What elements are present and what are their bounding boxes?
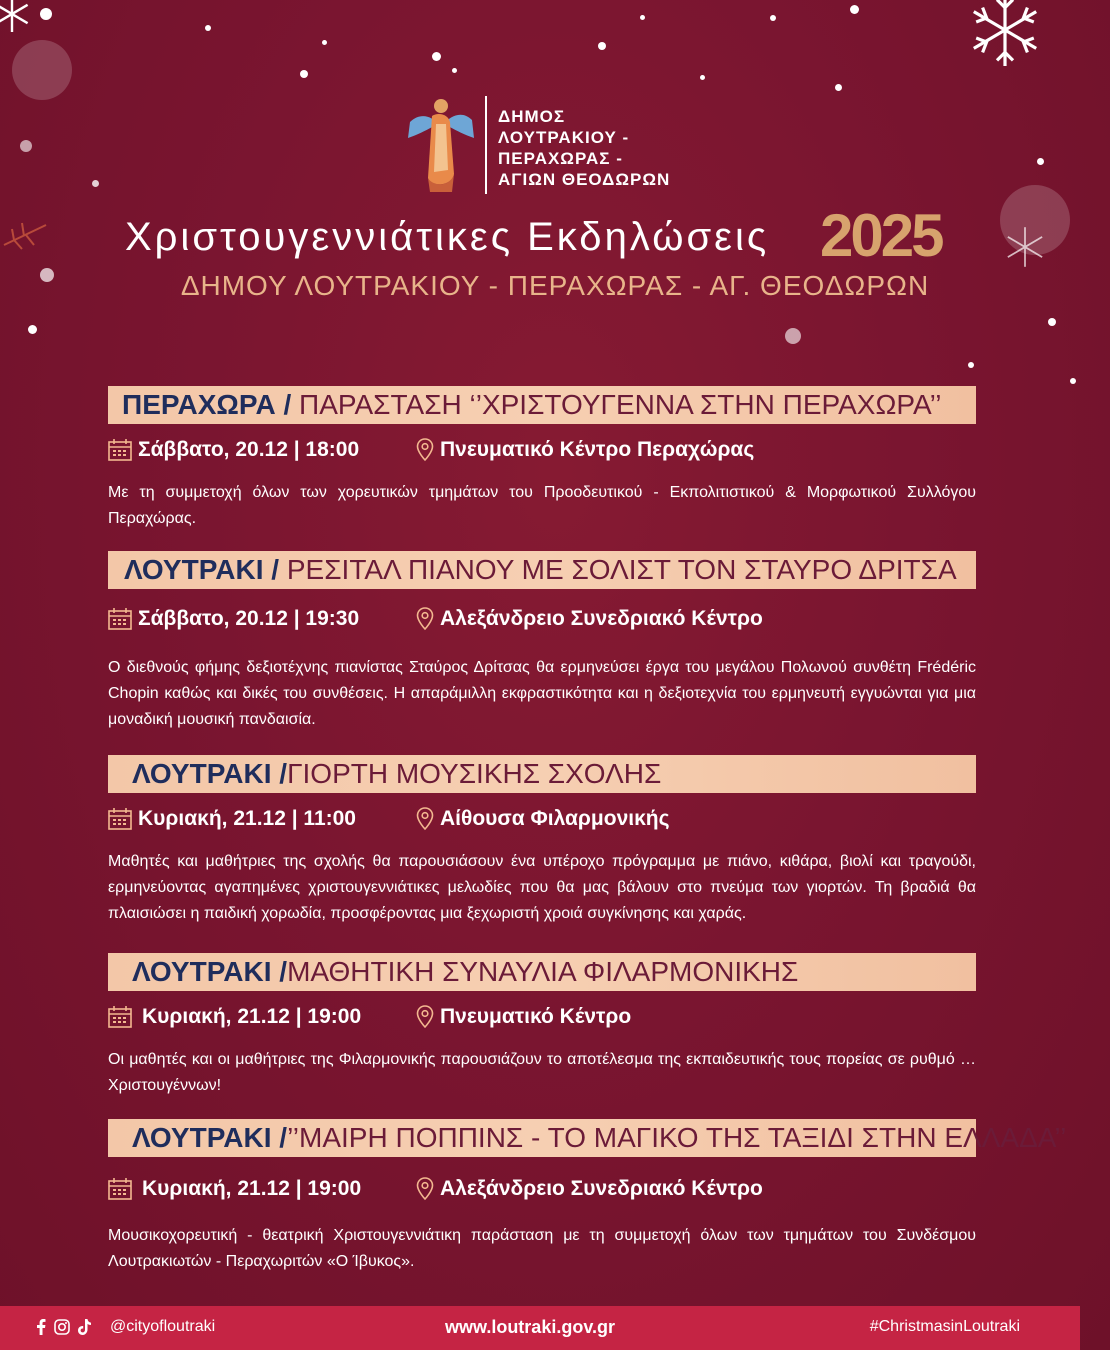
event-meta [108,807,976,837]
snowflake-icon [1003,225,1047,269]
event-datetime-text: Κυριακή, 21.12 | 11:00 [138,807,356,830]
social-handle[interactable]: @cityofloutraki [110,1318,216,1335]
calendar-icon [108,608,132,630]
event-city: ΛΟΥΤΡΑΚΙ [132,1122,272,1153]
event-slash: / [271,956,288,987]
footer-bar [0,1306,1080,1350]
event-city: ΛΟΥΤΡΑΚΙ [132,956,272,987]
logo-line: ΔΗΜΟΣ [498,107,566,126]
event-location [416,1005,631,1029]
snowflake-icon [950,0,1060,70]
event-banner [108,755,976,793]
event-card [108,1119,1067,1275]
angel-emblem-icon [402,94,478,194]
calendar-icon [108,1178,132,1200]
calendar-icon [108,439,132,461]
logo-text [498,106,670,190]
event-banner [108,551,976,589]
event-location-text: Πνευματικό Κέντρο Περαχώρας [440,438,755,461]
event-slash: / [275,389,300,420]
event-location [416,807,670,831]
event-location [416,438,754,462]
municipality-logo [400,92,700,202]
event-datetime [108,1005,361,1029]
event-slash: / [271,758,288,789]
event-meta [108,438,976,468]
website-link[interactable]: www.loutraki.gov.gr [444,1317,615,1337]
pine-branch-icon [2,215,48,255]
event-city: ΛΟΥΤΡΑΚΙ [132,758,272,789]
hashtag: #ChristmasinLoutraki [869,1318,1020,1335]
event-location [416,1177,763,1201]
event-datetime [108,607,359,631]
event-meta [108,607,976,637]
event-meta [108,1177,976,1207]
event-datetime-text: Σάββατο, 20.12 | 19:30 [138,607,360,630]
event-title: ΜΑΘΗΤΙΚΗ ΣΥΝΑΥΛΙΑ ΦΙΛΑΡΜΟΝΙΚΗΣ [287,956,799,987]
event-title: ΡΕΣΙΤΑΛ ΠΙΑΝΟΥ ΜΕ ΣΟΛΙΣΤ ΤΟΝ ΣΤΑΥΡΟ ΔΡΙΤΣΑ [286,554,957,585]
event-title: ΠΑΡΑΣΤΑΣΗ ‘’ΧΡΙΣΤΟΥΓΕΝΝΑ ΣΤΗΝ ΠΕΡΑΧΩΡΑ’’ [299,389,942,420]
event-datetime-text: Κυριακή, 21.12 | 19:00 [142,1177,362,1200]
event-datetime-text: Σάββατο, 20.12 | 18:00 [138,438,360,461]
event-description: Με τη συμμετοχή όλων των χορευτικών τμημάτων του Προοδευτικού - Εκπολιτιστικού & Μορφωτικού Συλλόγου Περαχώρας. [108,484,976,527]
event-slash: / [263,554,287,585]
location-pin-icon [416,438,434,462]
event-location-text: Αλεξάνδρειο Συνεδριακό Κέντρο [440,607,763,630]
event-title: ΓΙΟΡΤΗ ΜΟΥΣΙΚΗΣ ΣΧΟΛΗΣ [287,758,662,789]
event-description: Ο διεθνούς φήμης δεξιοτέχνης πιανίστας Σταύρος Δρίτσας θα ερμηνεύσει έργα του μεγάλου Πολωνού συνθέτη Frédéric Chopin καθώς και δικές του συνθέσεις. Η απαράμιλλη εκφραστικότητα και η δεξιοτεχνία του ερμηνευτή εγγυώνται για μια μοναδική μουσική πανδαισία. [108,659,976,728]
logo-line: ΠΕΡΑΧΩΡΑΣ - [498,149,623,168]
event-banner [108,386,976,424]
event-city: ΛΟΥΤΡΑΚΙ [124,554,264,585]
event-datetime [108,1177,361,1201]
location-pin-icon [416,1177,434,1201]
event-location-text: Αίθουσα Φιλαρμονικής [440,807,670,830]
logo-line: ΛΟΥΤΡΑΚΙΟΥ - [498,128,630,147]
calendar-icon [108,808,132,830]
page-title: Χριστουγεννιάτικες Εκδηλώσεις [125,215,770,259]
event-description: Οι μαθητές και οι μαθήτριες της Φιλαρμονικής παρουσιάζουν το αποτέλεσμα της εκπαιδευτικής τους πορείας σε ρυθμό … Χριστουγέννων! [108,1051,976,1094]
event-datetime [108,807,356,831]
event-location-text: Αλεξάνδρειο Συνεδριακό Κέντρο [440,1177,763,1200]
page-subtitle: ΔΗΜΟΥ ΛΟΥΤΡΑΚΙΟΥ - ΠΕΡΑΧΩΡΑΣ - ΑΓ. ΘΕΟΔΩΡΩΝ [180,270,930,301]
event-location [416,607,763,631]
event-card [108,953,976,1099]
event-datetime-text: Κυριακή, 21.12 | 19:00 [142,1005,362,1028]
event-slash: / [271,1122,288,1153]
event-title: ’’ΜΑΙΡΗ ΠΟΠΠΙΝΣ - ΤΟ ΜΑΓΙΚΟ ΤΗΣ ΤΑΞΙΔΙ ΣΤΗΝ ΕΛΛΑΔΑ’’ [287,1122,1067,1153]
event-banner [108,1119,1067,1157]
year-label: 2025 [820,202,942,269]
event-location-text: Πνευματικό Κέντρο [440,1005,632,1028]
event-card [108,551,976,733]
location-pin-icon [416,1005,434,1029]
logo-line: ΑΓΙΩΝ ΘΕΟΔΩΡΩΝ [498,170,671,189]
event-datetime [108,438,359,462]
location-pin-icon [416,607,434,631]
event-card [108,755,976,927]
event-banner [108,953,976,991]
event-card [108,386,976,532]
event-city: ΠΕΡΑΧΩΡΑ [122,389,276,420]
event-description: Μουσικοχορευτική - θεατρική Χριστουγεννιάτικη παράσταση με τη συμμετοχή όλων των τμημάτων του Συνδέσμου Λουτρακιωτών - Περαχωριτών «Ο Ίβυκος». [108,1227,976,1270]
event-meta [108,1005,976,1035]
event-description: Μαθητές και μαθήτριες της σχολής θα παρουσιάσουν ένα υπέροχο πρόγραμμα με πιάνο, κιθάρα, βιολί και τραγούδι, ερμηνεύοντας αγαπημένες χριστουγεννιάτικες μελωδίες που θα μας βάλουν στο πνεύμα των γιορτών. Τη βραδιά θα πλαισιώσει η παιδική χορωδία, προσφέροντας μια ξεχωριστή χροιά συγκίνησης και χαράς. [108,853,976,922]
logo-divider [485,96,487,194]
calendar-icon [108,1006,132,1028]
location-pin-icon [416,807,434,831]
snowflake-icon [0,0,32,34]
